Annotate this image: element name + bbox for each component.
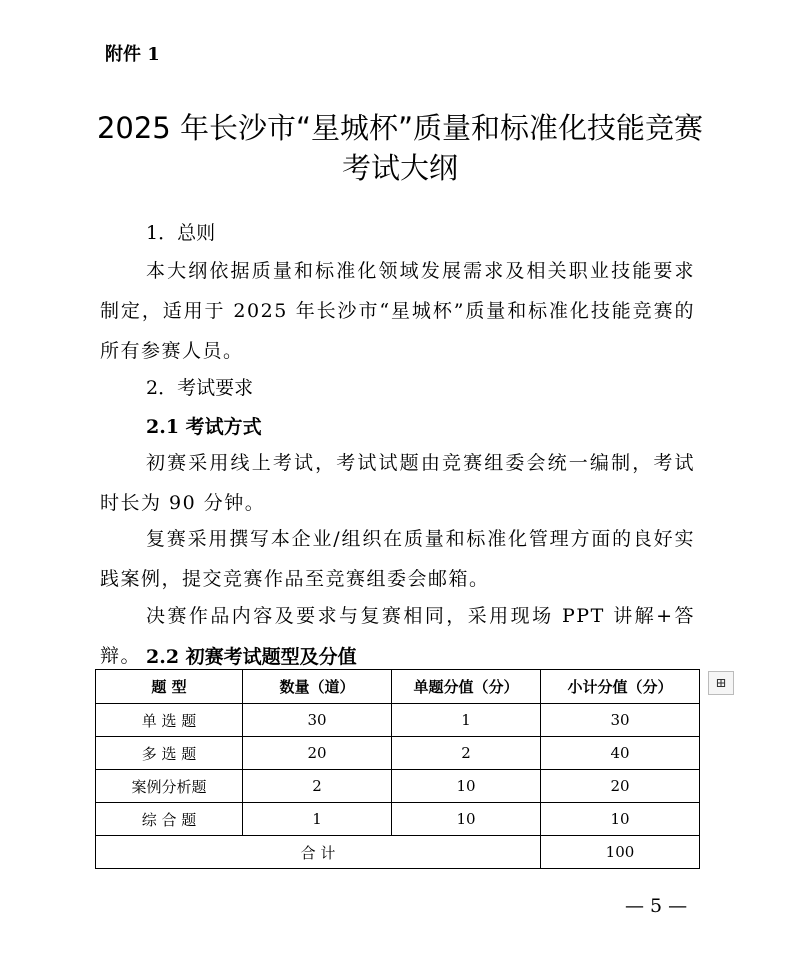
title-line-1: 2025 年长沙市“星城杯”质量和标准化技能竞赛 — [96, 111, 704, 145]
cell-type: 单 选 题 — [96, 704, 243, 737]
section-2-1-paragraph-1: 初赛采用线上考试，考试试题由竞赛组委会统一编制，考试时长为 90 分钟。 — [100, 452, 695, 514]
table-tool-icon[interactable]: ⊞ — [708, 671, 734, 695]
title-line-2: 考试大纲 — [341, 151, 458, 185]
score-table — [95, 669, 700, 869]
cell-score: 2 — [392, 737, 541, 770]
cell-score: 1 — [392, 704, 541, 737]
attachment-label: 附件 1 — [105, 44, 160, 65]
table-total-row — [96, 836, 700, 869]
cell-type: 案例分析题 — [96, 770, 243, 803]
page-number: — 5 — — [625, 895, 688, 917]
header-subtotal: 小计分值（分） — [541, 670, 700, 704]
cell-type: 综 合 题 — [96, 803, 243, 836]
cell-score: 10 — [392, 770, 541, 803]
section-1-paragraph: 本大纲依据质量和标准化领域发展需求及相关职业技能要求制定，适用于 2025 年长沙市“星城杯”质量和标准化技能竞赛的所有参赛人员。 — [100, 260, 695, 362]
table-row — [96, 770, 700, 803]
header-type: 题 型 — [96, 670, 243, 704]
section-2-2-heading: 2.2 初赛考试题型及分值 — [146, 646, 357, 668]
total-value: 100 — [541, 836, 700, 869]
section-2-1-paragraph-3: 决赛作品内容及要求与复赛相同，采用现场 PPT 讲解+答辩。 — [100, 605, 695, 667]
section-2-1-paragraph-2: 复赛采用撰写本企业/组织在质量和标准化管理方面的良好实践案例，提交竞赛作品至竞赛组委会邮箱。 — [100, 528, 695, 590]
cell-subtotal: 40 — [541, 737, 700, 770]
table-row — [96, 737, 700, 770]
cell-count: 20 — [243, 737, 392, 770]
cell-count: 1 — [243, 803, 392, 836]
cell-subtotal: 10 — [541, 803, 700, 836]
section-2-heading: 2．考试要求 — [146, 377, 254, 399]
section-2-1-heading: 2.1 考试方式 — [146, 416, 262, 438]
table-header-row — [96, 670, 700, 704]
cell-subtotal: 20 — [541, 770, 700, 803]
cell-count: 2 — [243, 770, 392, 803]
header-score: 单题分值（分） — [392, 670, 541, 704]
document-title — [60, 108, 740, 188]
table-row — [96, 704, 700, 737]
cell-count: 30 — [243, 704, 392, 737]
table-row — [96, 803, 700, 836]
cell-type: 多 选 题 — [96, 737, 243, 770]
header-count: 数量（道） — [243, 670, 392, 704]
cell-subtotal: 30 — [541, 704, 700, 737]
section-1-heading: 1．总则 — [146, 222, 216, 244]
total-label: 合 计 — [96, 836, 541, 869]
cell-score: 10 — [392, 803, 541, 836]
